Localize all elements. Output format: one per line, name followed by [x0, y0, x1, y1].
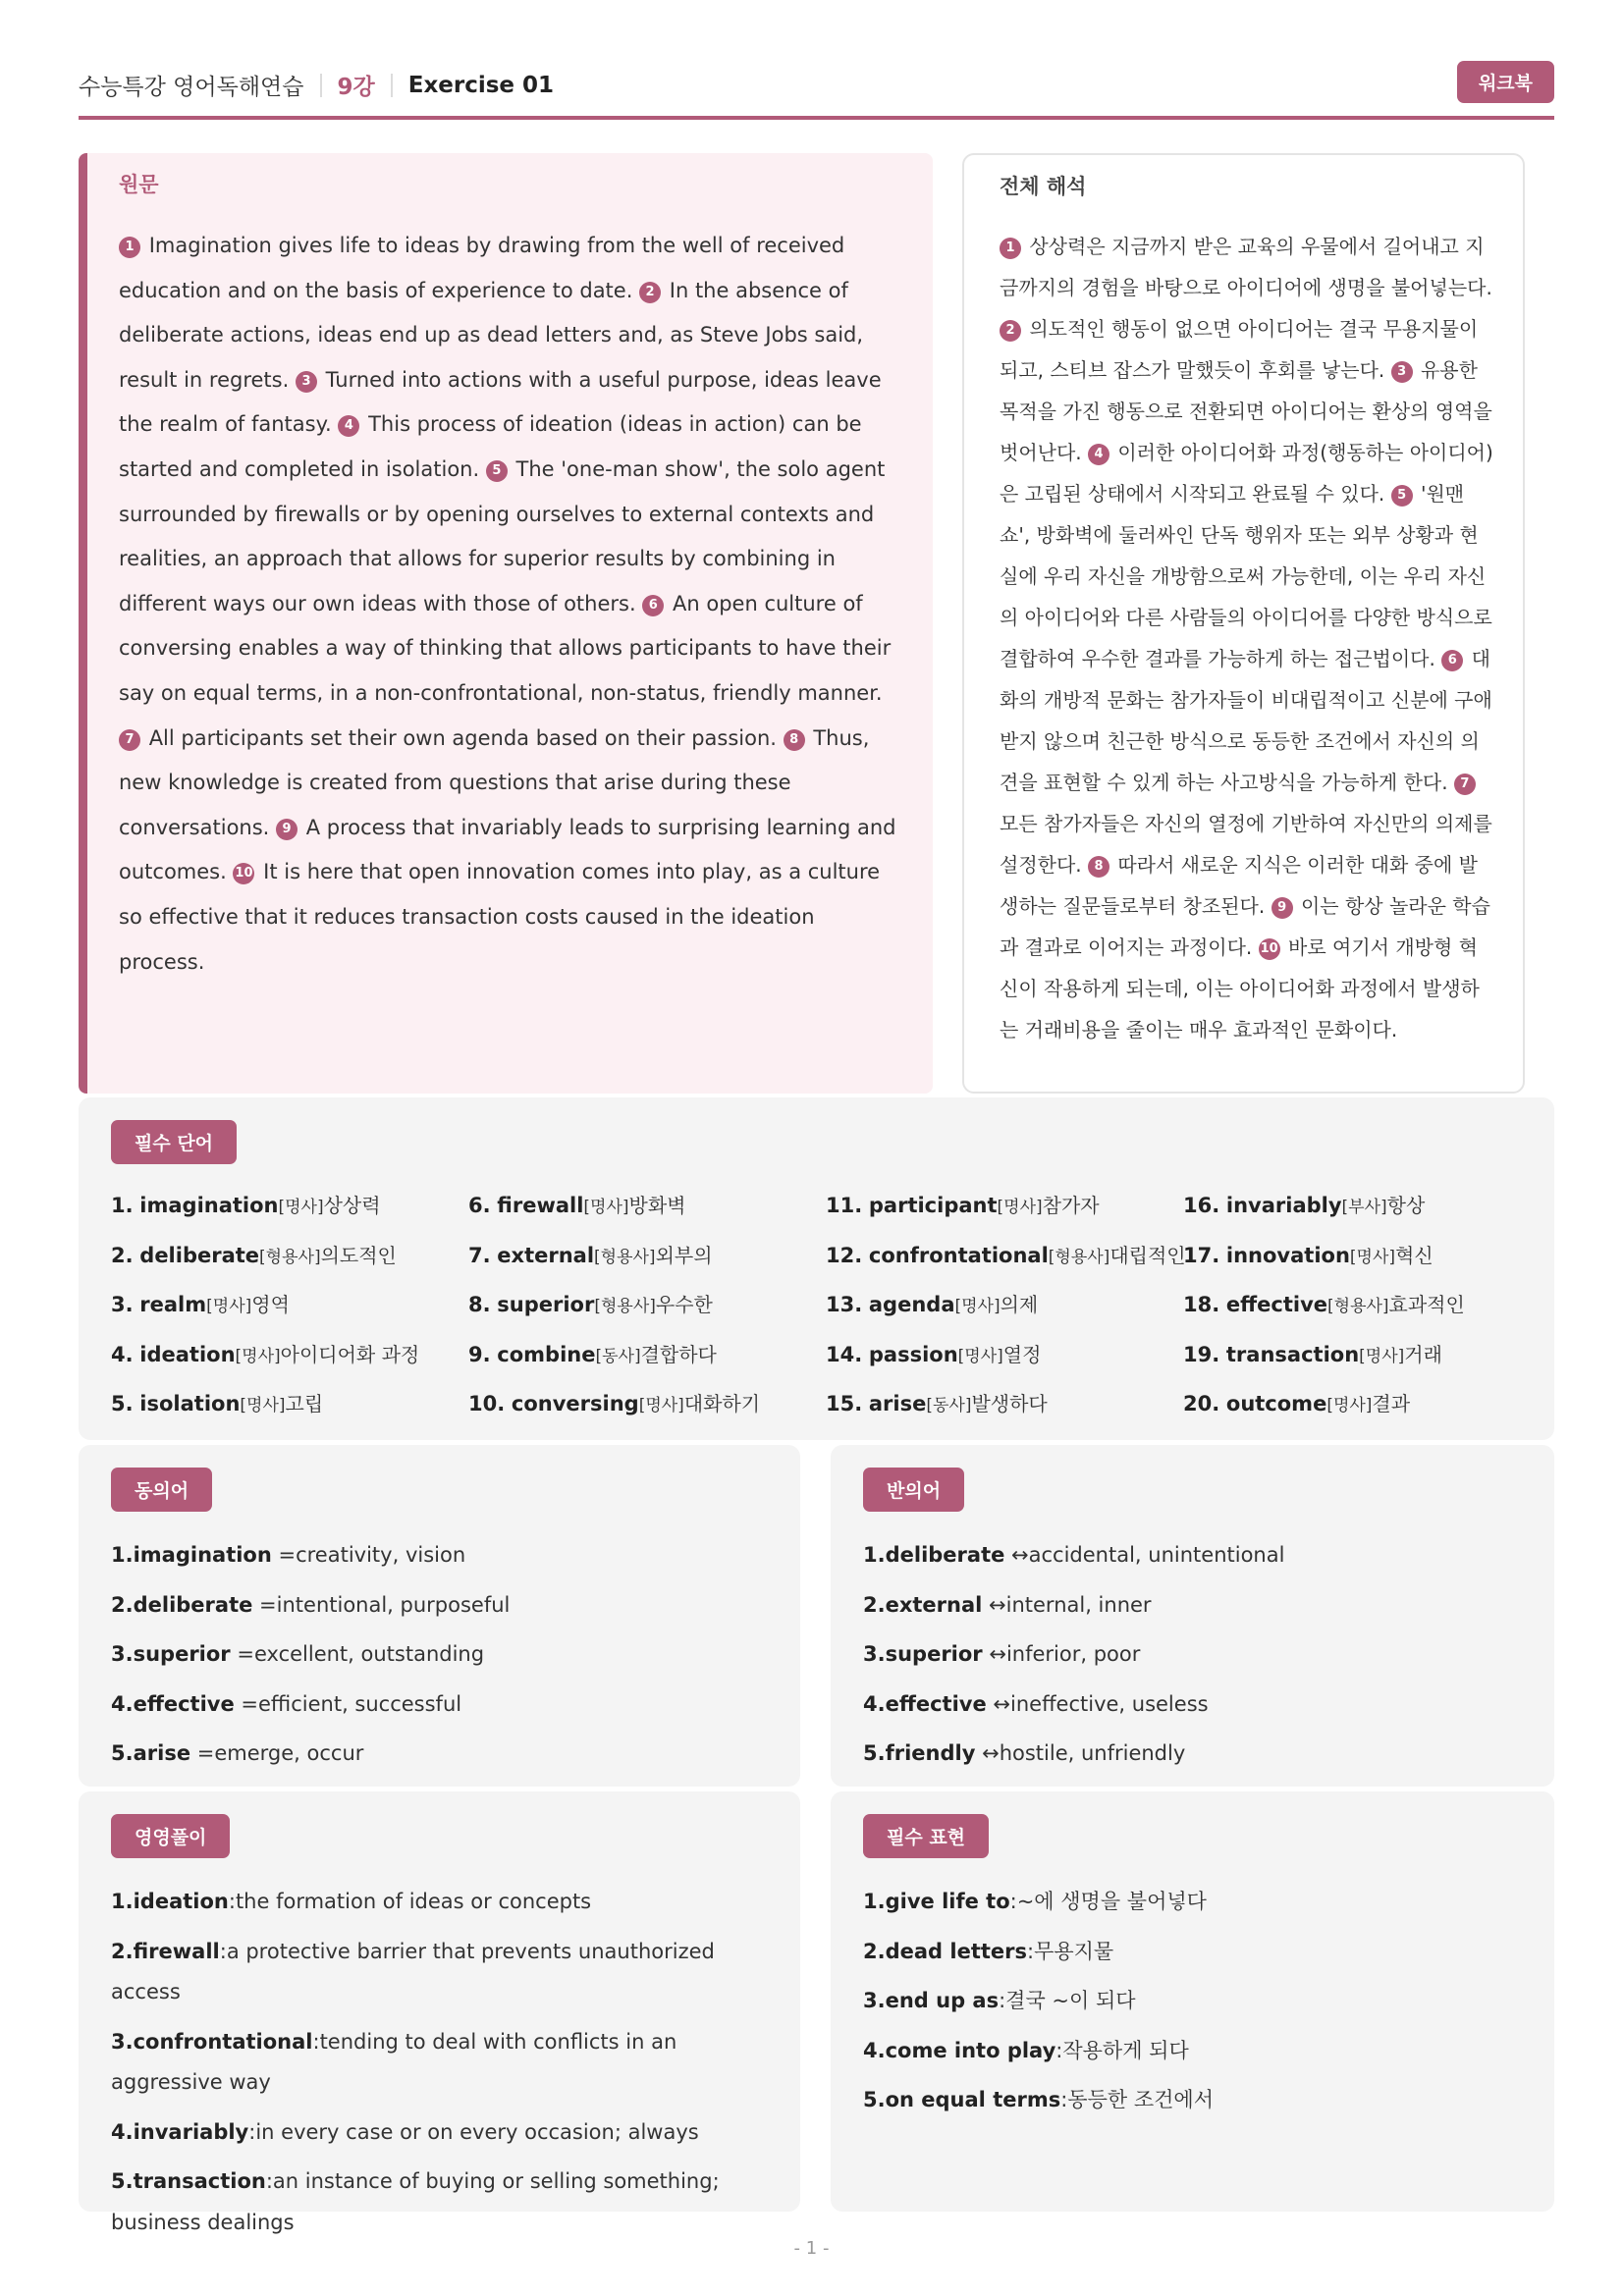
- item-separator: =: [252, 1592, 277, 1617]
- vocab-item: [1183, 1388, 1541, 1438]
- vocab-pos: [명사]: [954, 1297, 1001, 1316]
- synonyms-card: [79, 1445, 800, 1787]
- vocab-word: conversing: [511, 1392, 639, 1415]
- vocab-item: [468, 1339, 826, 1389]
- vocab-item: [826, 1339, 1183, 1389]
- vocab-word: realm: [139, 1293, 207, 1316]
- vocab-number: 11.: [826, 1194, 863, 1217]
- vocab-word: superior: [497, 1293, 595, 1316]
- sentence-text: An open culture of conversing enables a way of thinking that allows participants to have their say on equal terms, in a non-confrontational, non-status, friendly manner.: [119, 591, 892, 705]
- item-separator: :: [1027, 1939, 1035, 1963]
- item-number: 5.: [111, 1741, 134, 1765]
- sentence-text: A process that invariably leads to surprising learning and outcomes.: [119, 815, 896, 884]
- item-separator: =: [234, 1691, 258, 1716]
- vocab-meaning: 의도적인: [320, 1243, 397, 1267]
- divider: [391, 74, 393, 97]
- vocab-word: firewall: [497, 1194, 584, 1217]
- vocab-meaning: 결합하다: [640, 1342, 717, 1366]
- vocab-word: imagination: [139, 1194, 279, 1217]
- vocab-word: isolation: [139, 1392, 241, 1415]
- list-item: [863, 1535, 1515, 1576]
- item-text: ineffective, useless: [1010, 1691, 1209, 1716]
- antonyms-tag: 반의어: [863, 1468, 964, 1512]
- vocab-word: participant: [868, 1194, 998, 1217]
- synonyms-tag: 동의어: [111, 1468, 212, 1512]
- vocab-item: [826, 1388, 1183, 1438]
- vocab-pos: [명사]: [1359, 1346, 1405, 1366]
- sentence-number-badge: 5: [486, 460, 508, 482]
- sentence: [1000, 482, 1492, 670]
- vocab-number: 4.: [111, 1342, 134, 1366]
- item-number: 2.: [863, 1939, 886, 1963]
- sentence-text: 이는 항상 놀라운 학습과 결과로 이어지는 과정이다.: [1000, 894, 1490, 959]
- item-separator: ↔: [982, 1592, 1006, 1617]
- sentence-text: '원맨쇼', 방화벽에 둘러싸인 단독 행위자 또는 외부 상황과 현실에 우리 자신을 개방함으로써 가능한데, 이는 우리 자신의 아이디어와 다른 사람들의 아이디어를 다양한 방식으로 결합하여 우수한 결과를 가능하게 하는 접근법이다.: [1000, 482, 1492, 670]
- item-number: 1.: [863, 1543, 886, 1567]
- vocab-meaning: 결과: [1372, 1392, 1411, 1415]
- item-separator: ↔: [975, 1741, 1000, 1765]
- item-separator: :: [265, 2169, 273, 2193]
- sentence-number-badge: 6: [642, 595, 664, 616]
- vocab-item: [1183, 1240, 1541, 1290]
- item-text: tending to deal with conflicts in an aggressive way: [111, 2029, 677, 2094]
- vocab-word: confrontational: [868, 1243, 1049, 1267]
- workbook-badge: 워크북: [1457, 61, 1554, 103]
- list-item: [863, 1585, 1515, 1627]
- vocab-word: invariably: [1225, 1194, 1342, 1217]
- item-separator: :: [1055, 2038, 1063, 2062]
- vocab-number: 1.: [111, 1194, 134, 1217]
- vocab-number: 19.: [1183, 1342, 1220, 1366]
- vocab-meaning: 대화하기: [683, 1392, 761, 1415]
- item-text: in every case or on every occasion; always: [255, 2119, 699, 2144]
- item-text: accidental, unintentional: [1028, 1543, 1285, 1567]
- vocab-pos: [명사]: [240, 1396, 286, 1415]
- vocab-pos: [명사]: [957, 1346, 1003, 1366]
- vocab-pos: [형용사]: [1327, 1297, 1389, 1316]
- sentence: [119, 726, 777, 750]
- vocab-word: passion: [868, 1342, 958, 1366]
- original-title: 원문: [119, 173, 159, 196]
- item-text: intentional, purposeful: [276, 1592, 511, 1617]
- item-text: efficient, successful: [258, 1691, 462, 1716]
- vocab-pos: [형용사]: [594, 1297, 656, 1316]
- item-number: 1.: [111, 1890, 134, 1913]
- vocab-item: [111, 1388, 468, 1438]
- vocab-pos: [명사]: [1326, 1396, 1373, 1415]
- vocab-word: agenda: [868, 1293, 955, 1316]
- vocab-item: [826, 1240, 1186, 1290]
- sentence-number-badge: 3: [1391, 361, 1413, 383]
- vocab-pos: [명사]: [278, 1198, 324, 1217]
- item-word: come into play: [885, 2038, 1056, 2062]
- vocab-number: 18.: [1183, 1293, 1220, 1316]
- vocab-card: [79, 1097, 1554, 1440]
- vocab-meaning: 항상: [1386, 1194, 1426, 1217]
- item-number: 5.: [863, 2088, 886, 2111]
- item-word: deliberate: [133, 1592, 253, 1617]
- vocab-meaning: 의제: [1000, 1293, 1039, 1316]
- sentence-text: It is here that open innovation comes into play, as a culture so effective that it reduces transaction costs caused in the ideation process.: [119, 860, 881, 974]
- item-separator: ↔: [1004, 1543, 1029, 1567]
- vocab-meaning: 대립적인: [1109, 1243, 1186, 1267]
- item-separator: =: [190, 1741, 215, 1765]
- vocab-word: combine: [497, 1342, 596, 1366]
- item-separator: =: [271, 1543, 297, 1567]
- vocab-word: innovation: [1225, 1243, 1350, 1267]
- item-text: the formation of ideas or concepts: [235, 1890, 592, 1913]
- item-text: 무용지물: [1034, 1939, 1114, 1963]
- item-separator: :: [312, 2029, 320, 2054]
- sentence-text: 모든 참가자들은 자신의 열정에 기반하여 자신만의 의제를 설정한다.: [1000, 812, 1492, 877]
- item-text: 결국 ~이 되다: [1005, 1989, 1136, 2012]
- list-item: [111, 1634, 761, 1676]
- vocab-item: [111, 1240, 468, 1290]
- item-number: 3.: [863, 1989, 886, 2012]
- sentence-number-badge: 2: [1000, 320, 1021, 342]
- list-item: [863, 1734, 1515, 1775]
- item-word: imagination: [133, 1543, 272, 1567]
- list-item: [111, 1535, 761, 1576]
- vocab-item: [468, 1388, 826, 1438]
- sentence-number-badge: 9: [276, 819, 298, 840]
- item-number: 5.: [863, 1741, 886, 1765]
- item-word: friendly: [885, 1741, 976, 1765]
- vocab-pos: [명사]: [235, 1346, 281, 1366]
- vocab-meaning: 고립: [285, 1392, 324, 1415]
- divider: [320, 74, 322, 97]
- vocab-number: 20.: [1183, 1392, 1220, 1415]
- vocab-meaning: 열정: [1002, 1342, 1042, 1366]
- vocab-item: [111, 1339, 468, 1389]
- sentence-number-badge: 5: [1391, 485, 1413, 507]
- vocab-item: [111, 1289, 468, 1339]
- vocab-word: arise: [868, 1392, 927, 1415]
- item-text: creativity, vision: [296, 1543, 466, 1567]
- vocab-item: [826, 1289, 1183, 1339]
- item-separator: ↔: [986, 1691, 1010, 1716]
- vocab-pos: [부사]: [1341, 1198, 1387, 1217]
- item-text: 작용하게 되다: [1062, 2038, 1189, 2062]
- item-number: 3.: [863, 1642, 886, 1666]
- vocab-pos: [명사]: [638, 1396, 684, 1415]
- sentence-text: Imagination gives life to ideas by drawing from the well of received education and on the basis of experience to date.: [119, 234, 845, 302]
- sentence-text: 대화의 개방적 문화는 참가자들이 비대립적이고 신분에 구애받지 않으며 친근한 방식으로 동등한 조건에서 자신의 의견을 표현할 수 있게 하는 사고방식을 가능하게 한다.: [1000, 647, 1492, 794]
- sentence-text: 의도적인 행동이 없으면 아이디어는 결국 무용지물이 되고, 스티브 잡스가 말했듯이 후회를 낳는다.: [1000, 317, 1479, 382]
- vocab-number: 5.: [111, 1392, 134, 1415]
- item-separator: :: [1009, 1890, 1017, 1913]
- vocab-grid: [111, 1190, 1541, 1438]
- list-item: [111, 1882, 761, 1923]
- sentence-number-badge: 2: [639, 282, 661, 303]
- item-word: external: [885, 1592, 983, 1617]
- vocab-number: 7.: [468, 1243, 491, 1267]
- sentence-number-badge: 1: [119, 237, 140, 258]
- definitions-list: [111, 1882, 761, 2252]
- vocab-item: [468, 1240, 826, 1290]
- vocab-word: outcome: [1225, 1392, 1327, 1415]
- vocab-number: 17.: [1183, 1243, 1220, 1267]
- item-separator: ↔: [982, 1642, 1006, 1666]
- list-item: [863, 1981, 1515, 2022]
- item-separator: :: [219, 1939, 227, 1963]
- exercise-title: Exercise 01: [407, 72, 555, 98]
- vocab-meaning: 상상력: [323, 1194, 381, 1217]
- item-word: superior: [133, 1642, 231, 1666]
- vocab-item: [1183, 1339, 1541, 1389]
- antonyms-card: [831, 1445, 1554, 1787]
- vocab-number: 12.: [826, 1243, 863, 1267]
- item-word: deliberate: [885, 1543, 1005, 1567]
- item-separator: :: [1060, 2088, 1068, 2111]
- list-item: [863, 1932, 1515, 1973]
- vocab-meaning: 발생하다: [971, 1392, 1048, 1415]
- item-text: an instance of buying or selling something; business dealings: [111, 2169, 720, 2234]
- vocab-pos: [명사]: [997, 1198, 1043, 1217]
- item-text: 동등한 조건에서: [1067, 2088, 1214, 2111]
- sentence-text: Turned into actions with a useful purpose, ideas leave the realm of fantasy.: [119, 367, 882, 437]
- antonyms-list: [863, 1535, 1515, 1784]
- vocab-pos: [동사]: [926, 1396, 972, 1415]
- vocab-meaning: 참가자: [1042, 1194, 1100, 1217]
- list-item: [111, 2022, 761, 2104]
- vocab-number: 9.: [468, 1342, 491, 1366]
- course-title: 수능특강 영어독해연습: [79, 75, 304, 100]
- sentence-text: 상상력은 지금까지 받은 교육의 우물에서 길어내고 지금까지의 경험을 바탕으로 아이디어에 생명을 불어넣는다.: [1000, 235, 1492, 299]
- vocab-item: [468, 1289, 826, 1339]
- list-item: [863, 1882, 1515, 1923]
- item-word: effective: [885, 1691, 987, 1716]
- sentence: [1000, 235, 1492, 299]
- item-number: 1.: [111, 1543, 134, 1567]
- item-word: dead letters: [885, 1939, 1027, 1963]
- item-text: internal, inner: [1005, 1592, 1152, 1617]
- list-item: [111, 2112, 761, 2154]
- sentence-number-badge: 6: [1441, 650, 1463, 671]
- synonyms-list: [111, 1535, 761, 1784]
- header-breadcrumb: [79, 69, 554, 101]
- translation-passage: [1000, 226, 1493, 1050]
- item-text: emerge, occur: [214, 1741, 364, 1765]
- item-number: 3.: [111, 2029, 134, 2054]
- vocab-item: [1183, 1289, 1541, 1339]
- vocab-pos: [형용사]: [259, 1247, 321, 1267]
- vocab-pos: [명사]: [206, 1297, 252, 1316]
- item-text: ~에 생명을 불어넣다: [1016, 1890, 1207, 1913]
- vocab-number: 14.: [826, 1342, 863, 1366]
- item-number: 4.: [111, 1691, 134, 1716]
- sentence-text: 이러한 아이디어화 과정(행동하는 아이디어)은 고립된 상태에서 시작되고 완료될 수 있다.: [1000, 441, 1493, 506]
- sentence-number-badge: 1: [1000, 238, 1021, 259]
- page-number: - 1 -: [793, 2238, 830, 2259]
- sentence-text: Thus, new knowledge is created from questions that arise during these conversations.: [119, 725, 870, 839]
- vocab-item: [468, 1190, 826, 1240]
- item-word: confrontational: [133, 2029, 313, 2054]
- original-passage: [119, 224, 903, 985]
- item-separator: :: [228, 1890, 236, 1913]
- vocab-item: [826, 1190, 1183, 1240]
- vocab-word: ideation: [139, 1342, 236, 1366]
- item-text: a protective barrier that prevents unauthorized access: [111, 1939, 715, 2003]
- sentence-number-badge: 8: [1088, 856, 1109, 878]
- vocab-pos: [동사]: [595, 1346, 641, 1366]
- vocab-meaning: 아이디어화 과정: [280, 1342, 420, 1366]
- list-item: [111, 1932, 761, 2013]
- vocab-pos: [명사]: [1349, 1247, 1395, 1267]
- sentence-number-badge: 3: [296, 371, 317, 393]
- item-text: excellent, outstanding: [253, 1642, 485, 1666]
- item-word: give life to: [885, 1890, 1010, 1913]
- item-word: end up as: [885, 1989, 1000, 2012]
- vocab-number: 16.: [1183, 1194, 1220, 1217]
- sentence-number-badge: 10: [1259, 938, 1280, 960]
- sentence-number-badge: 7: [1454, 774, 1476, 795]
- sentence-number-badge: 10: [233, 863, 254, 884]
- item-word: invariably: [133, 2119, 249, 2144]
- vocab-meaning: 거래: [1404, 1342, 1442, 1366]
- item-text: hostile, unfriendly: [999, 1741, 1186, 1765]
- sentence-number-badge: 9: [1271, 897, 1293, 919]
- item-number: 3.: [111, 1642, 134, 1666]
- vocab-item: [1183, 1190, 1541, 1240]
- vocab-pos: [형용사]: [1048, 1247, 1110, 1267]
- item-number: 4.: [863, 2038, 886, 2062]
- vocab-meaning: 우수한: [655, 1293, 713, 1316]
- vocab-number: 15.: [826, 1392, 863, 1415]
- vocab-number: 6.: [468, 1194, 491, 1217]
- sentence-text: 따라서 새로운 지식은 이러한 대화 중에 발생하는 질문들로부터 창조된다.: [1000, 853, 1478, 918]
- sentence-text: All participants set their own agenda based on their passion.: [148, 725, 777, 750]
- item-word: superior: [885, 1642, 983, 1666]
- definitions-card: [79, 1791, 800, 2234]
- sentence-text: The 'one-man show', the solo agent surrounded by firewalls or by opening ourselves to external contexts and realities, an approach that allows for superior results by combining in different ways our own ideas with those of others.: [119, 456, 886, 615]
- sentence-text: 바로 여기서 개방형 혁신이 작용하게 되는데, 이는 아이디어화 과정에서 발생하는 거래비용을 줄이는 매우 효과적인 문화이다.: [1000, 935, 1480, 1041]
- vocab-item: [111, 1190, 468, 1240]
- definitions-tag: 영영풀이: [111, 1814, 230, 1858]
- list-item: [111, 1585, 761, 1627]
- sentence-text: 유용한 목적을 가진 행동으로 전환되면 아이디어는 환상의 영역을 벗어난다.: [1000, 358, 1492, 464]
- original-text-panel: [79, 153, 933, 1094]
- vocab-word: external: [497, 1243, 595, 1267]
- item-number: 1.: [863, 1890, 886, 1913]
- lesson-number: 9강: [337, 75, 375, 100]
- list-item: [863, 1684, 1515, 1726]
- list-item: [111, 2162, 761, 2243]
- sentence: [119, 860, 880, 973]
- expressions-tag: 필수 표현: [863, 1814, 989, 1858]
- vocab-meaning: 혁신: [1395, 1243, 1434, 1267]
- page-header: [79, 61, 1554, 120]
- sentence-text: In the absence of deliberate actions, ideas end up as dead letters and, as Steve Jobs said, result in regrets.: [119, 278, 864, 392]
- vocab-number: 2.: [111, 1243, 134, 1267]
- item-separator: :: [999, 1989, 1006, 2012]
- item-word: arise: [133, 1741, 191, 1765]
- sentence-number-badge: 8: [784, 729, 805, 751]
- item-text: inferior, poor: [1005, 1642, 1141, 1666]
- vocab-word: effective: [1225, 1293, 1328, 1316]
- item-word: ideation: [133, 1890, 229, 1913]
- sentence-number-badge: 4: [338, 415, 359, 437]
- item-word: on equal terms: [885, 2088, 1061, 2111]
- list-item: [863, 2031, 1515, 2072]
- expressions-card: [831, 1791, 1554, 2212]
- vocab-tag: 필수 단어: [111, 1120, 237, 1164]
- item-word: effective: [133, 1691, 235, 1716]
- sentence-number-badge: 7: [119, 729, 140, 751]
- vocab-number: 8.: [468, 1293, 491, 1316]
- vocab-pos: [명사]: [583, 1198, 629, 1217]
- item-number: 4.: [111, 2119, 134, 2144]
- vocab-meaning: 외부의: [655, 1243, 713, 1267]
- item-number: 2.: [111, 1592, 134, 1617]
- item-number: 2.: [863, 1592, 886, 1617]
- list-item: [863, 1634, 1515, 1676]
- vocab-number: 3.: [111, 1293, 134, 1316]
- expressions-list: [863, 1882, 1515, 2130]
- item-word: transaction: [133, 2169, 266, 2193]
- vocab-word: transaction: [1225, 1342, 1360, 1366]
- vocab-number: 13.: [826, 1293, 863, 1316]
- translation-title: 전체 해석: [1000, 175, 1087, 198]
- vocab-meaning: 영역: [251, 1293, 290, 1316]
- vocab-word: deliberate: [139, 1243, 260, 1267]
- item-number: 5.: [111, 2169, 134, 2193]
- item-number: 2.: [111, 1939, 134, 1963]
- translation-panel: [962, 153, 1525, 1094]
- item-separator: =: [230, 1642, 254, 1666]
- list-item: [863, 2080, 1515, 2121]
- vocab-number: 10.: [468, 1392, 506, 1415]
- sentence-text: This process of ideation (ideas in action) can be started and completed in isolation.: [119, 412, 862, 481]
- item-separator: :: [248, 2119, 256, 2144]
- list-item: [111, 1684, 761, 1726]
- sentence-number-badge: 4: [1088, 444, 1109, 465]
- item-number: 4.: [863, 1691, 886, 1716]
- vocab-meaning: 효과적인: [1388, 1293, 1465, 1316]
- vocab-pos: [형용사]: [594, 1247, 656, 1267]
- list-item: [111, 1734, 761, 1775]
- vocab-meaning: 방화벽: [628, 1194, 686, 1217]
- item-word: firewall: [133, 1939, 220, 1963]
